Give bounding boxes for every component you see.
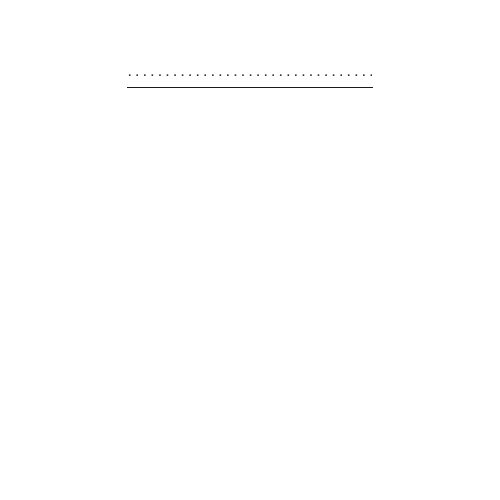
part-rule xyxy=(127,87,373,88)
leader-dots xyxy=(128,68,372,83)
part-title-row xyxy=(127,68,373,83)
part-heading xyxy=(127,68,373,88)
table-of-contents xyxy=(127,45,373,94)
